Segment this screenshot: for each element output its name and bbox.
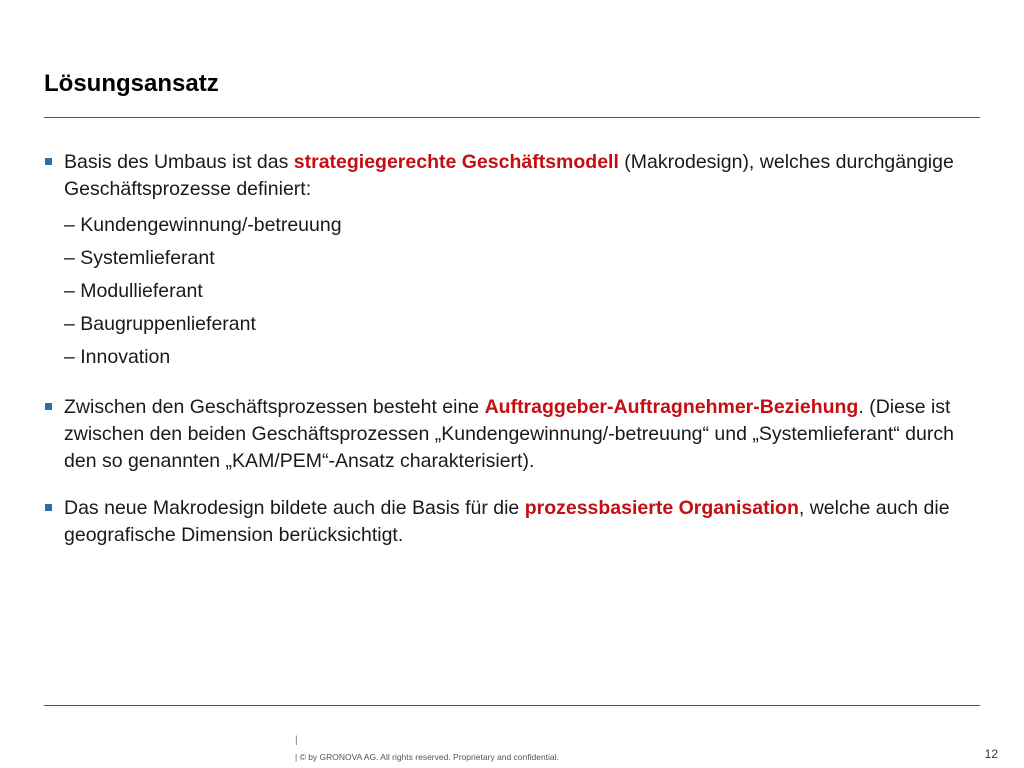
sublist-item: – Modullieferant: [64, 280, 203, 302]
sublist-item: – Kundengewinnung/-betreuung: [64, 214, 342, 236]
highlight-text: prozessbasierte Organisation: [524, 497, 799, 519]
bullet-text: Das neue Makrodesign bildete auch die Basis für die: [64, 497, 525, 519]
bullet-item: [44, 495, 980, 549]
square-bullet-icon: [45, 504, 52, 511]
highlight-text: strategiegerechte Geschäftsmodell: [293, 151, 619, 173]
footer-divider: [44, 705, 980, 706]
bullet-text: . (Diese ist zwischen den beiden Geschäftsprozessen „Kundengewinnung/-betreuung“ und „Systemlieferant“ durch den so genannten „KAM/PEM“-Ansatz charakterisiert).: [64, 396, 954, 472]
sublist-item: – Systemlieferant: [64, 247, 215, 269]
sublist-item: – Baugruppenlieferant: [64, 313, 256, 335]
bullet-text: (Makrodesign), welches durchgängige Geschäftsprozesse definiert:: [64, 151, 954, 200]
bullet-item: [44, 149, 980, 374]
bullet-text: Basis des Umbaus ist das: [64, 151, 294, 173]
highlight-text: Auftraggeber-Auftragnehmer-Beziehung: [484, 396, 859, 418]
square-bullet-icon: [45, 158, 52, 165]
footer-copyright: | © by GRONOVA AG. All rights reserved. Proprietary and confidential.: [295, 752, 559, 762]
slide-title: Lösungsansatz: [44, 70, 219, 97]
slide-content: [44, 149, 980, 549]
bullet-text: , welche auch die geografische Dimension berücksichtigt.: [64, 497, 950, 546]
bullet-item: [44, 394, 980, 475]
footer-separator: |: [295, 735, 298, 746]
title-divider: [44, 117, 980, 118]
page-number: 12: [984, 747, 998, 761]
process-sublist: [64, 209, 980, 374]
square-bullet-icon: [45, 403, 52, 410]
sublist-item: – Innovation: [64, 346, 171, 368]
bullet-text: Zwischen den Geschäftsprozessen besteht eine: [64, 396, 485, 418]
